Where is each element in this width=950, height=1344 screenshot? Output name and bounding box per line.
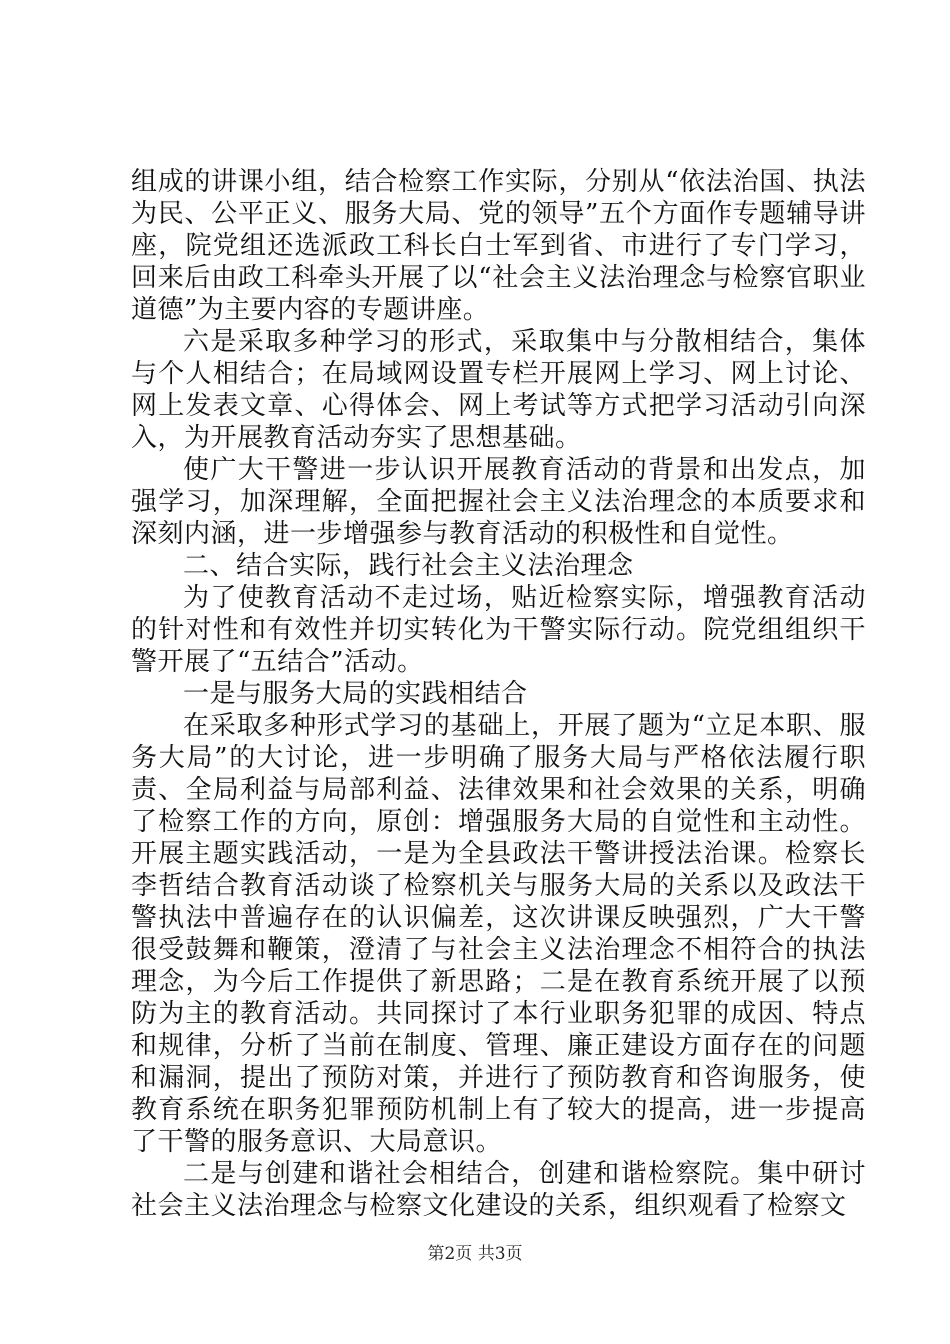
paragraph-7: 在采取多种形式学习的基础上，开展了题为“立足本职、服务大局”的大讨论，进一步明确了服务大局与严格依法履行职责、全局利益与局部利益、法律效果和社会效果的关系，明确了检察工作的方向，原创：增强服务大局的自觉性和主动性。开展主题实践活动，一是为全县政法干警讲授法治课。检察长李哲结合教育活动谈了检察机关与服务大局的关系以及政法干警执法中普遍存在的认识偏差，这次讲课反映强烈，广大干警很受鼓舞和鞭策，澄清了与社会主义法治理念不相符合的执法理念，为今后工作提供了新思路；二是在教育系统开展了以预防为主的教育活动。共同探讨了本行业职务犯罪的成因、特点和规律，分析了当前在制度、管理、廉正建设方面存在的问题和漏洞，提出了预防对策，并进行了预防教育和咨询服务，使教育系统在职务犯罪预防机制上有了较大的提高，进一步提高了干警的服务意识、大局意识。 (131, 711, 866, 1157)
paragraph-5: 为了使教育活动不走过场，贴近检察实际，增强教育活动的针对性和有效性并切实转化为干警实际行动。院党组组织干警开展了“五结合”活动。 (131, 583, 866, 677)
document-body (131, 166, 866, 1222)
page-footer: 第2页 共3页 (427, 1244, 523, 1264)
section-heading: 二、结合实际，践行社会主义法治理念 (183, 551, 634, 581)
paragraph-2: 六是采取多种学习的形式，采取集中与分散相结合，集体与个人相结合；在局域网设置专栏开展网上学习、网上讨论、网上发表文章、心得体会、网上考试等方式把学习活动引向深入，为开展教育活动夯实了思想基础。 (131, 327, 866, 453)
subheading: 一是与服务大局的实践相结合 (183, 679, 528, 709)
paragraph-8: 二是与创建和谐社会相结合，创建和谐检察院。集中研讨社会主义法治理念与检察文化建设的关系，组织观看了检察文 (131, 1159, 866, 1221)
paragraph-1: 组成的讲课小组，结合检察工作实际，分别从“依法治国、执法为民、公平正义、服务大局、党的领导”五个方面作专题辅导讲座，院党组还选派政工科长白士军到省、市进行了专门学习，回来后由政工科牵头开展了以“社会主义法治理念与检察官职业道德”为主要内容的专题讲座。 (131, 167, 866, 325)
paragraph-3: 使广大干警进一步认识开展教育活动的背景和出发点，加强学习，加深理解，全面把握社会主义法治理念的本质要求和深刻内涵，进一步增强参与教育活动的积极性和自觉性。 (131, 455, 866, 549)
